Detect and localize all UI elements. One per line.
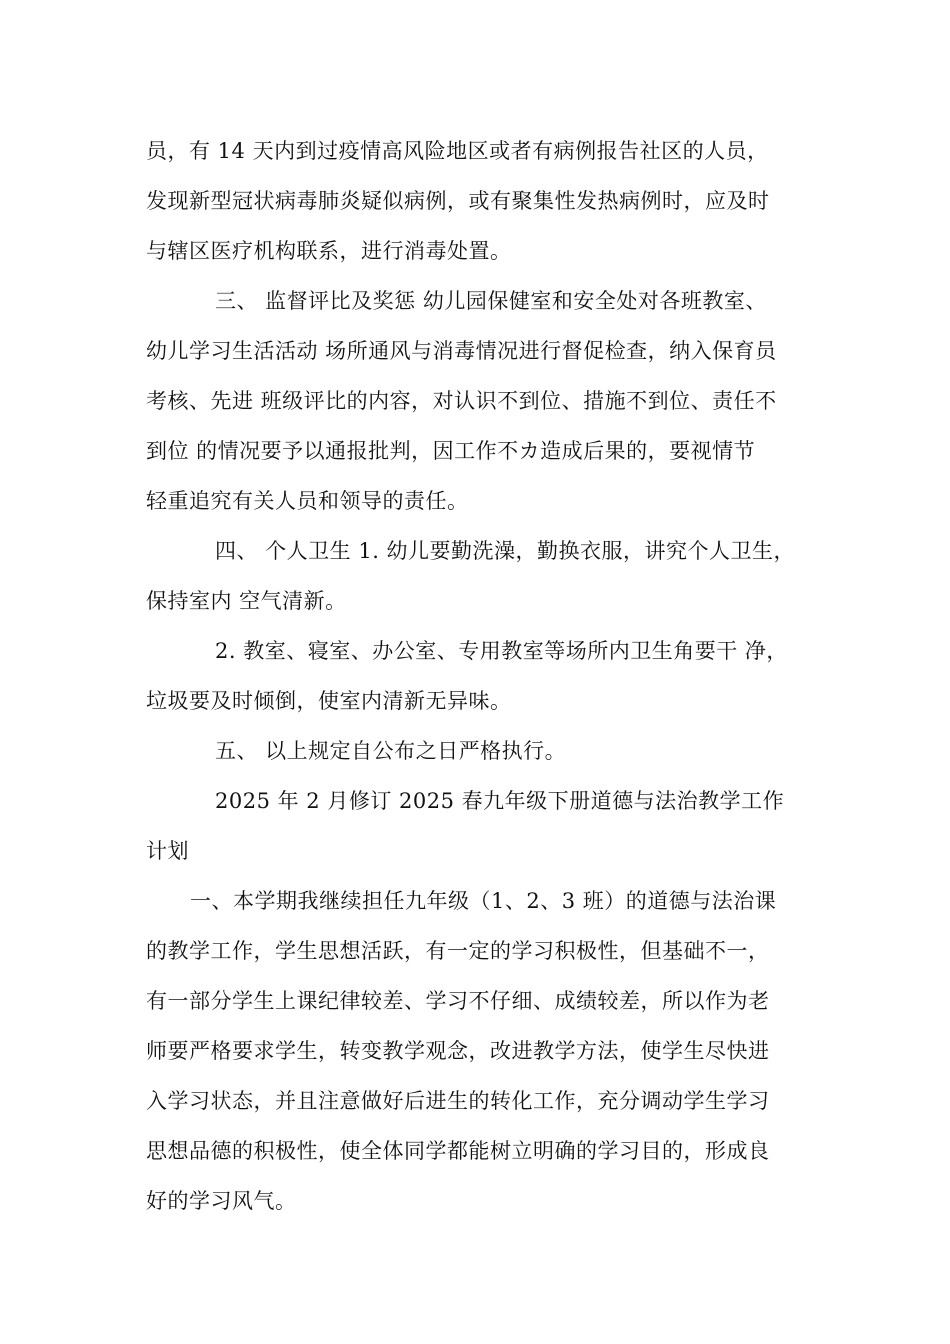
text-line: 入学习状态，并且注意做好后进生的转化工作，充分调动学生学习 — [146, 1089, 770, 1113]
text-line: 考核、先进 班级评比的内容，对认识不到位、措施不到位、责任不 — [146, 389, 777, 413]
section-heading-line: 三、 监督评比及奖惩 幼儿园保健室和安全处对各班教室、 — [215, 289, 767, 313]
section-heading-line: 一、本学期我继续担任九年级（1、2、3 班）的道德与法治课 — [190, 889, 777, 913]
text-line: 的教学工作，学生思想活跃，有一定的学习积极性，但基础不一， — [146, 939, 770, 963]
text-line: 发现新型冠状病毒肺炎疑似病例，或有聚集性发热病例时，应及时 — [146, 189, 770, 213]
text-line: 幼儿学习生活活动 场所通风与消毒情况进行督促检查，纳入保育员 — [146, 339, 777, 363]
section-heading-line: 四、 个人卫生 1. 幼儿要勤洗澡，勤换衣服，讲究个人卫生， — [215, 539, 796, 563]
text-line: 轻重追究有关人员和领导的责任。 — [146, 489, 469, 513]
text-line: 与辖区医疗机构联系，进行消毒处置。 — [146, 239, 512, 263]
text-line: 垃圾要及时倾倒，使室内清新无异味。 — [146, 689, 512, 713]
text-line: 思想品德的积极性，使全体同学都能树立明确的学习目的，形成良 — [146, 1139, 770, 1163]
text-line: 员，有 14 天内到过疫情高风险地区或者有病例报告社区的人员， — [146, 139, 769, 163]
text-line: 好的学习风气。 — [146, 1189, 297, 1213]
text-line: 2025 年 2 月修订 2025 春九年级下册道德与法治教学工作 — [215, 789, 785, 813]
text-line: 有一部分学生上课纪律较差、学习不仔细、成绩较差，所以作为老 — [146, 989, 770, 1013]
section-heading-line: 五、 以上规定自公布之日严格执行。 — [215, 739, 567, 763]
text-line: 保持室内 空气清新。 — [146, 589, 347, 613]
text-line: 2. 教室、寝室、办公室、专用教室等场所内卫生角要干 净， — [215, 639, 788, 663]
text-line: 师要严格要求学生，转变教学观念，改进教学方法，使学生尽快进 — [146, 1039, 770, 1063]
text-line: 到位 的情况要予以通报批判，因工作不カ造成后果的，要视情节 — [146, 439, 756, 463]
text-line: 计划 — [146, 839, 189, 863]
